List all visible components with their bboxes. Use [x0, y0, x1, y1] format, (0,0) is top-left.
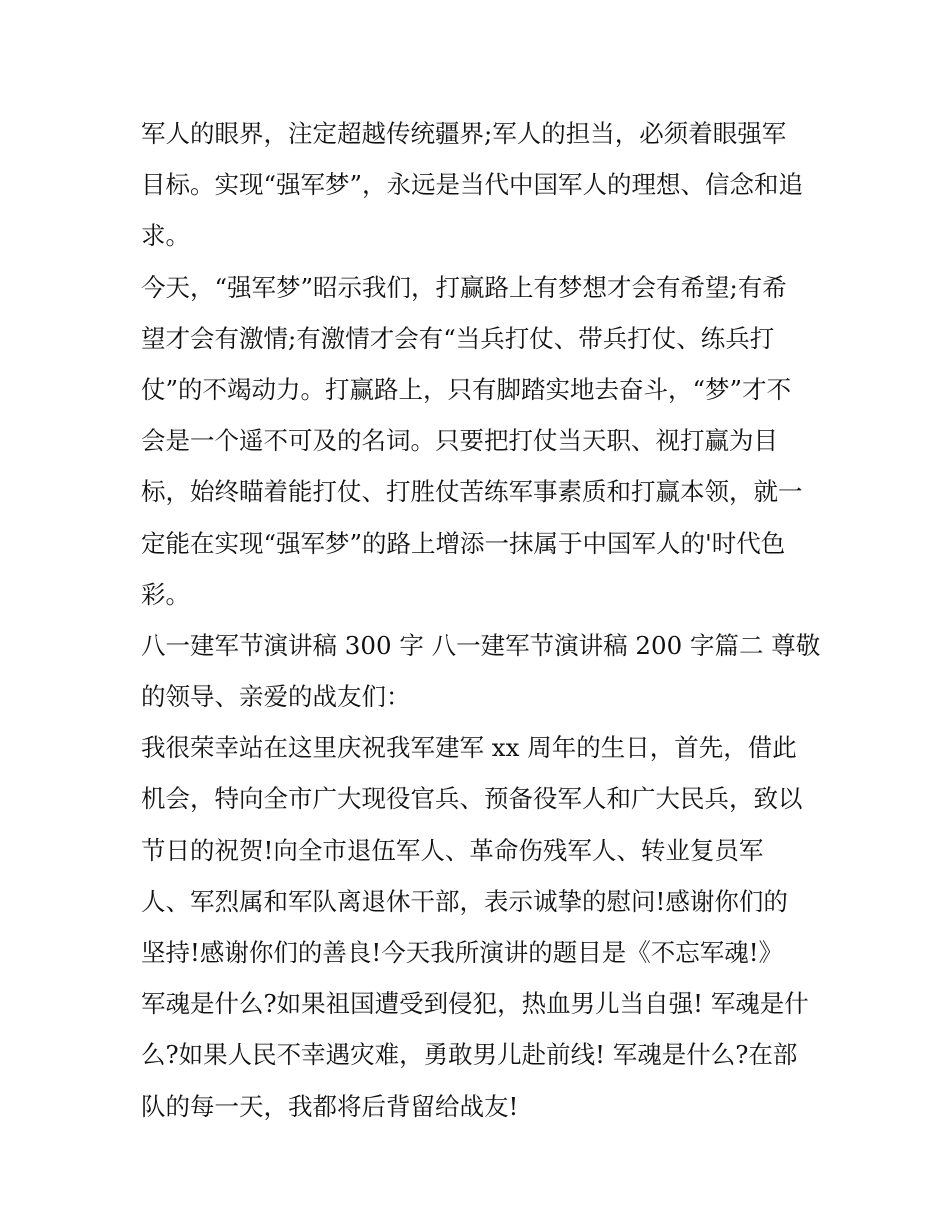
text-line: 军人的眼界，注定超越传统疆界;军人的担当，必须着眼强军 [141, 119, 787, 148]
text-line: 求。 [141, 221, 190, 251]
text-line: 仗”的不竭动力。打赢路上，只有脚踏实地去奋斗，“梦”才不 [141, 374, 792, 404]
salutation-line: 的领导、亲爱的战友们： [141, 682, 411, 712]
text-line: 今天，“强军梦”昭示我们，打赢路上有梦想才会有希望;有希 [141, 272, 787, 302]
text-line: 标，始终瞄着能打仗、打胜仗苦练军事素质和打赢本领，就一 [141, 477, 803, 507]
text-line: 目标。实现“强军梦”，永远是当代中国军人的理想、信念和追 [141, 170, 804, 200]
text-line: 坚持!感谢你们的善良!今天我所演讲的题目是《不忘军魂!》 [141, 938, 784, 967]
text-line: 军魂是什么?如果祖国遭受到侵犯，热血男儿当自强! 军魂是什 [141, 989, 809, 1019]
text-line: 望才会有激情;有激情才会有“当兵打仗、带兵打仗、练兵打 [141, 323, 775, 353]
text-line: 人、军烈属和军队离退休干部，表示诚挚的慰问!感谢你们的 [141, 886, 788, 916]
text-line: 机会，特向全市广大现役官兵、预备役军人和广大民兵，致以 [141, 784, 803, 814]
text-line: 我很荣幸站在这里庆祝我军建军 xx 周年的生日，首先，借此 [141, 733, 797, 763]
section-heading-line: 八一建军节演讲稿 300 字 八一建军节演讲稿 200 字篇二 尊敬 [141, 630, 821, 660]
text-line: 么?如果人民不幸遇灾难，勇敢男儿赴前线! 军魂是什么?在部 [141, 1040, 798, 1070]
text-line: 定能在实现“强军梦”的路上增添一抹属于中国军人的'时代色 [141, 528, 786, 558]
text-line: 会是一个遥不可及的名词。只要把打仗当天职、视打赢为目 [141, 426, 778, 456]
text-line: 彩。 [141, 579, 190, 609]
text-line: 队的每一天，我都将后背留给战友! [141, 1091, 519, 1121]
text-line: 节日的祝贺!向全市退伍军人、革命伤残军人、转业复员军 [141, 835, 764, 865]
speech-text-block [141, 108, 821, 1132]
